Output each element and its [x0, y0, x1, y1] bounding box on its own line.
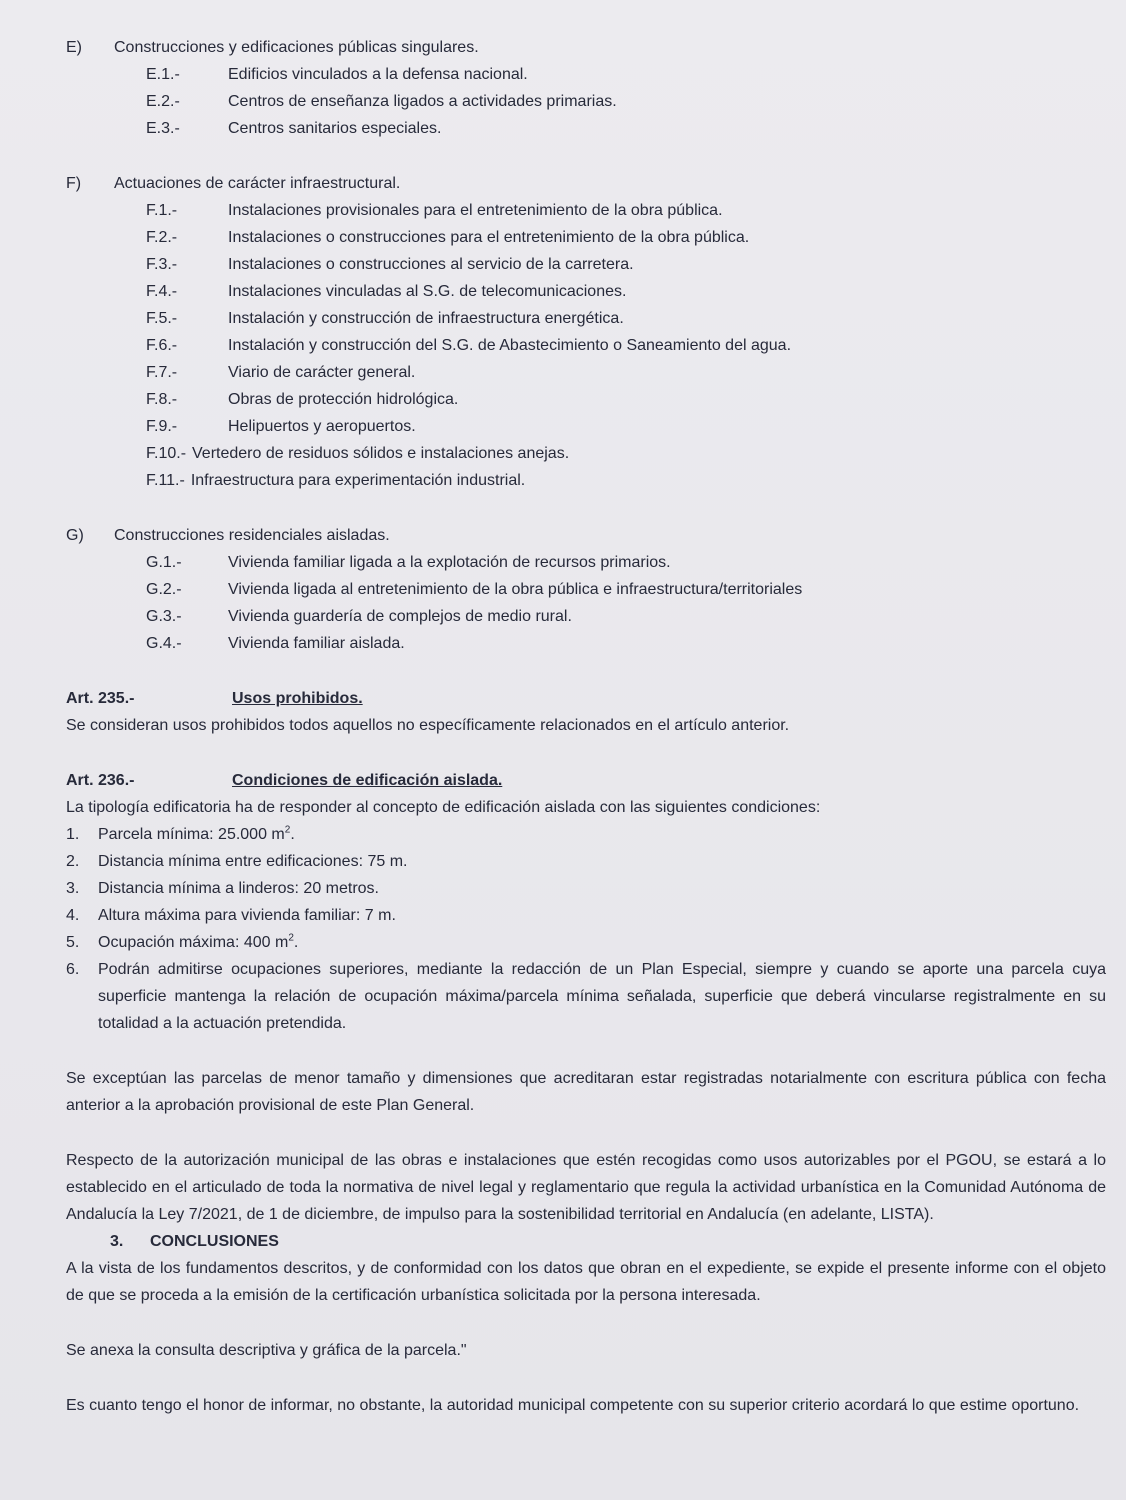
list-item — [66, 305, 1106, 332]
condition-number: 6. — [66, 961, 80, 978]
exception-paragraph: Se exceptúan las parcelas de menor tamaño y dimensiones que acreditaran estar registradas notarialmente con escritura pública con fecha anterior a la aprobación provisional de este Plan General. — [66, 1070, 1106, 1114]
item-text: Instalación y construcción del S.G. de Abastecimiento o Saneamiento del agua. — [228, 337, 792, 354]
condition-value: Parcela mínima: 25.000 m — [98, 826, 285, 843]
list-item — [66, 61, 1106, 88]
condition-tail: . — [293, 934, 299, 951]
article-235-body: Se consideran usos prohibidos todos aquellos no específicamente relacionados en el artículo anterior. — [66, 717, 790, 734]
item-code: F.11.- — [146, 472, 185, 489]
spacer — [66, 1309, 1106, 1337]
closing-paragraph: Es cuanto tengo el honor de informar, no obstante, la autoridad municipal competente con su superior criterio acordará lo que estime oportuno. — [66, 1397, 1080, 1414]
condition-item — [66, 929, 1106, 956]
section-title: CONCLUSIONES — [150, 1233, 279, 1250]
condition-item — [66, 902, 1106, 929]
item-text: Obras de protección hidrológica. — [228, 391, 459, 408]
superscript: 2 — [284, 824, 291, 836]
spacer — [66, 1364, 1106, 1392]
section-letter: E) — [66, 39, 82, 56]
item-code: F.7.- — [146, 364, 178, 381]
item-code: F.4.- — [146, 283, 178, 300]
condition-value: Ocupación máxima: 400 m — [98, 934, 289, 951]
item-code: E.3.- — [146, 120, 180, 137]
item-text: Vivienda familiar ligada a la explotación de recursos primarios. — [228, 554, 671, 571]
conclusions-heading — [66, 1228, 1106, 1255]
item-text: Vivienda guardería de complejos de medio rural. — [228, 608, 572, 625]
condition-text: Altura máxima para vivienda familiar: 7 m. — [98, 907, 396, 924]
item-code: F.5.- — [146, 310, 178, 327]
item-text: Infraestructura para experimentación industrial. — [190, 472, 526, 489]
list-item — [66, 440, 1106, 467]
section-g-heading — [66, 522, 1106, 549]
list-item — [66, 278, 1106, 305]
section-letter: F) — [66, 175, 82, 192]
item-code: E.1.- — [146, 66, 180, 83]
condition-text — [98, 929, 1106, 956]
section-letter: G) — [66, 527, 84, 544]
list-item — [66, 549, 1106, 576]
item-code: G.1.- — [146, 554, 182, 571]
condition-text: Podrán admitirse ocupaciones superiores, mediante la redacción de un Plan Especial, siempre y cuando se aporte una parcela cuya superficie mantenga la relación de ocupación máxima/parcela mínima señalada, superficie que deberá vincularse registralmente en su totalidad a la actuación pretendida. — [98, 961, 1106, 1032]
spacer — [66, 142, 1106, 170]
spacer — [66, 739, 1106, 767]
condition-number: 1. — [66, 826, 80, 843]
item-code: F.10.- — [146, 445, 187, 462]
item-text: Viario de carácter general. — [228, 364, 416, 381]
item-code: E.2.- — [146, 93, 180, 110]
item-text: Centros de enseñanza ligados a actividades primarias. — [228, 93, 617, 110]
list-item — [66, 224, 1106, 251]
article-title: Usos prohibidos. — [232, 690, 363, 707]
item-text: Instalaciones vinculadas al S.G. de telecomunicaciones. — [228, 283, 627, 300]
item-code: F.9.- — [146, 418, 178, 435]
item-text: Edificios vinculados a la defensa nacional. — [228, 66, 528, 83]
item-text: Instalaciones provisionales para el entretenimiento de la obra pública. — [228, 202, 723, 219]
item-code: F.2.- — [146, 229, 178, 246]
condition-text: Distancia mínima entre edificaciones: 75 m. — [98, 853, 408, 870]
condition-number: 2. — [66, 853, 80, 870]
section-number: 3. — [110, 1233, 124, 1250]
condition-tail: . — [290, 826, 295, 843]
spacer — [66, 494, 1106, 522]
list-item — [66, 413, 1106, 440]
section-e-heading — [66, 34, 1106, 61]
list-item — [66, 332, 1106, 359]
list-item — [66, 251, 1106, 278]
item-text: Instalaciones o construcciones para el entretenimiento de la obra pública. — [228, 229, 750, 246]
item-text: Instalación y construcción de infraestructura energética. — [228, 310, 624, 327]
section-title: Construcciones residenciales aisladas. — [114, 527, 390, 544]
condition-text: Distancia mínima a linderos: 20 metros. — [98, 880, 379, 897]
item-code: G.2.- — [146, 581, 182, 598]
conclusions-body: A la vista de los fundamentos descritos, y de conformidad con los datos que obran en el expediente, se expide el presente informe con el objeto de que se proceda a la emisión de la certificación urbanística solicitada por la persona interesada. — [66, 1260, 1106, 1304]
article-number: Art. 235.- — [66, 690, 135, 707]
condition-number: 4. — [66, 907, 80, 924]
section-f-heading — [66, 170, 1106, 197]
item-text: Vivienda familiar aislada. — [228, 635, 405, 652]
item-code: F.6.- — [146, 337, 178, 354]
list-item — [66, 197, 1106, 224]
condition-item — [66, 875, 1106, 902]
list-item — [66, 115, 1106, 142]
list-item — [66, 467, 1106, 494]
article-title: Condiciones de edificación aislada. — [232, 772, 503, 789]
condition-item — [66, 821, 1106, 848]
article-236-heading — [66, 767, 1106, 794]
spacer — [66, 1119, 1106, 1147]
condition-item — [66, 848, 1106, 875]
item-text: Helipuertos y aeropuertos. — [228, 418, 416, 435]
item-text: Vivienda ligada al entretenimiento de la obra pública e infraestructura/territoriales — [228, 581, 803, 598]
list-item — [66, 386, 1106, 413]
list-item — [66, 603, 1106, 630]
item-code: G.4.- — [146, 635, 182, 652]
item-code: G.3.- — [146, 608, 182, 625]
item-text: Vertedero de residuos sólidos e instalaciones anejas. — [192, 445, 570, 462]
list-item — [66, 88, 1106, 115]
article-number: Art. 236.- — [66, 772, 135, 789]
authorization-paragraph: Respecto de la autorización municipal de las obras e instalaciones que estén recogidas como usos autorizables por el PGOU, se estará a lo establecido en el articulado de toda la normativa de nivel legal y reglamentario que regula la actividad urbanística en la Comunidad Autónoma de Andalucía la Ley 7/2021, de 1 de diciembre, de impulso para la sostenibilidad territorial en Andalucía (en adelante, LISTA). — [66, 1152, 1106, 1223]
section-title: Actuaciones de carácter infraestructural. — [114, 175, 401, 192]
superscript: 2 — [288, 932, 294, 944]
item-text: Centros sanitarios especiales. — [228, 120, 442, 137]
condition-item — [66, 956, 1106, 1037]
document-body — [66, 34, 1106, 1419]
item-code: F.3.- — [146, 256, 178, 273]
article-235-heading — [66, 685, 1106, 712]
condition-number: 3. — [66, 880, 80, 897]
annex-paragraph: Se anexa la consulta descriptiva y gráfica de la parcela." — [66, 1342, 467, 1359]
item-code: F.1.- — [146, 202, 178, 219]
article-236-intro: La tipología edificatoria ha de responder al concepto de edificación aislada con las siguientes condiciones: — [66, 799, 821, 816]
list-item — [66, 576, 1106, 603]
list-item — [66, 630, 1106, 657]
condition-text — [98, 821, 1106, 848]
condition-number: 5. — [66, 934, 80, 951]
item-code: F.8.- — [146, 391, 178, 408]
spacer — [66, 1037, 1106, 1065]
section-title: Construcciones y edificaciones públicas singulares. — [114, 39, 479, 56]
item-text: Instalaciones o construcciones al servicio de la carretera. — [228, 256, 634, 273]
list-item — [66, 359, 1106, 386]
spacer — [66, 657, 1106, 685]
